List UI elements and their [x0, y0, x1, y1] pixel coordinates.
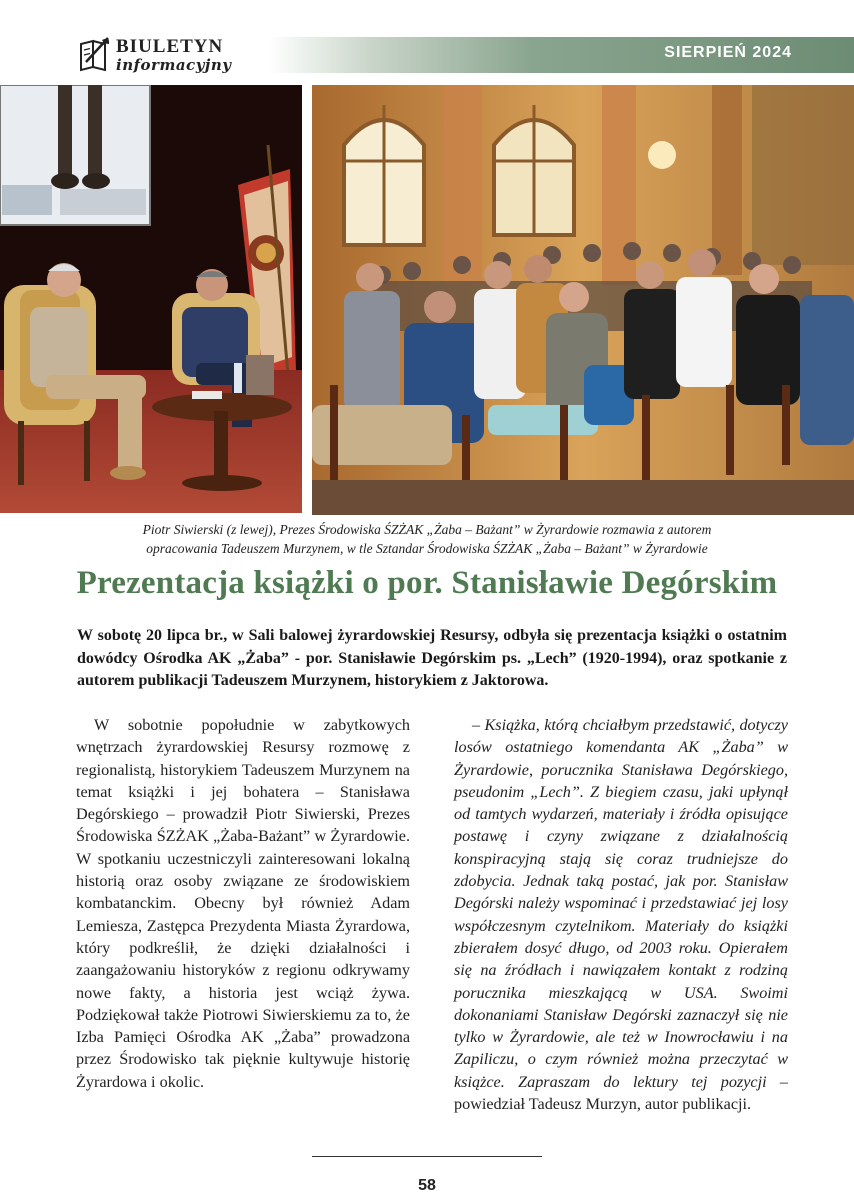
quote-text: – Książka, którą chciałbym przedstawić, dotyczy losów ostatniego komendanta AK „Żaba” w Żyrardowie, porucznika Stanisława Degórskiego, pseudonim „Lech”. Z biegiem czasu, jaki upłynął od tamtych wydarzeń, materiały i źródła opisujące postawę i czyny związane z działalnością konspiracyjną stają się coraz trudniejsze do zdobycia. Jednak taką postać, jak por. Stanisław Degórski należy wspominać i przedstawiać jej losy współczesnym czytelnikom. Materiały do książki zbierałem dosyć długo, od 2003 roku. Opierałem się na źródłach i nawiązałem kontakt z rodziną porucznika mieszkającą w USA. Swoimi dokonaniami Stanisław Degórski zaznaczył się nie tylko w Żyrardowie, ale też w Inowrocławiu i na Zapiliczu, o czym również można przeczytać w książce. Zapraszam do lektury tej pozycji	[454, 716, 788, 1091]
photo-caption	[40, 520, 814, 558]
photo-audience-hall	[312, 85, 854, 515]
page-number: 58	[418, 1177, 436, 1194]
hall-photo-illustration	[312, 85, 854, 515]
bulletin-logo	[78, 34, 268, 76]
caption-line-2: opracowania Tadeuszem Murzynem, w tle Sztandar Środowiska ŚZŻAK „Żaba – Bażant” w Żyrardowie	[146, 541, 708, 556]
footer-divider	[312, 1156, 542, 1157]
article-lead: W sobotę 20 lipca br., w Sali balowej żyrardowskiej Resursy, odbyła się prezentacja książki o ostatnim dowódcy Ośrodka AK „Żaba” - por. Stanisławie Degórskim ps. „Lech” (1920-1994), oraz spotkanie z autorem publikacji Tadeuszem Murzynem, historykiem z Jaktorowa.	[77, 627, 787, 689]
stage-photo-illustration	[0, 85, 302, 513]
logo-title: BIULETYN	[116, 36, 224, 57]
logo-subtitle: informacyjny	[116, 56, 232, 74]
body-paragraph-left: W sobotnie popołudnie w zabytkowych wnętrzach żyrardowskiej Resursy rozmowę z regionalistą, historykiem Tadeuszem Murzynem na temat książki i jej bohatera – Stanisława Degórskiego – prowadził Piotr Siwierski, Prezes Środowiska ŚZŻAK „Żaba-Bażant” w Żyrardowie. W spotkaniu uczestniczyli zainteresowani lokalną historią oraz osoby związane ze środowiskiem kombatanckim. Obecny był również Adam Lemiesza, Zastępca Prezydenta Miasta Żyrardowa, który podkreślił, że dzięki działalności i zaangażowaniu historyków z regionu odkrywamy nowe fakty, a historia jest wciąż żywa. Podziękował także Piotrowi Siwierskiemu za to, że Izba Pamięci Ośrodka AK „Żaba” prowadzona przez Środowisko tak pięknie kultywuje historię Żyrardowa i okolic.	[76, 716, 410, 1091]
caption-line-1: Piotr Siwierski (z lewej), Prezes Środowiska ŚZŻAK „Żaba – Bażant” w Żyrardowie rozmawia z autorem	[142, 522, 712, 537]
book-quill-icon	[78, 36, 112, 72]
issue-date: SIERPIEŃ 2024	[664, 44, 792, 61]
page-header	[0, 0, 854, 82]
article-title: Prezentacja książki o por. Stanisławie Degórskim	[76, 565, 778, 601]
body-paragraph-right	[454, 714, 788, 1115]
article-column-left	[76, 714, 410, 1093]
photo-discussion-stage	[0, 85, 302, 513]
quote-attribution: – powiedział Tadeusz Murzyn, autor publikacji.	[454, 1072, 789, 1114]
article-column-right	[454, 714, 788, 1115]
